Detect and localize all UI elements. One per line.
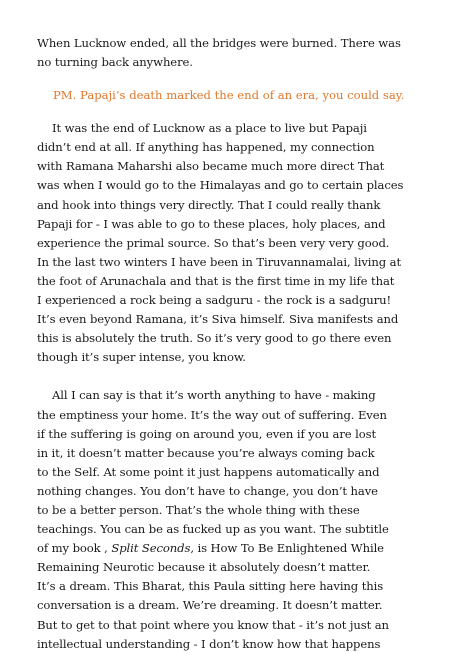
text-line: to the Self. At some point it just happens automatically and — [37, 464, 380, 479]
text-line: nothing changes. You don’t have to change, you don’t have — [37, 483, 378, 498]
text-fragment: of my book , — [37, 541, 112, 556]
text-line: and hook into things very directly. That I could really thank — [37, 197, 381, 212]
text-line: the foot of Arunachala and that is the first time in my life that — [37, 273, 395, 288]
text-line: if the suffering is going on around you, even if you are lost — [37, 426, 377, 441]
text-line: the emptiness your home. It’s the way out of suffering. Even — [37, 407, 387, 422]
book-title: Split Seconds — [111, 541, 191, 556]
text-line: I experienced a rock being a sadguru - the rock is a sadguru! — [37, 293, 392, 308]
text-line: Papaji for - I was able to go to these places, holy places, and — [37, 216, 386, 231]
paragraph-1 — [37, 34, 421, 72]
paragraph-gap — [37, 367, 421, 386]
paragraph-2 — [37, 119, 421, 367]
text-line: But to get to that point where you know that - it’s not just an — [37, 617, 389, 632]
text-line: no turning back anywhere. — [37, 55, 193, 70]
text-line: this is absolutely the truth. So it’s very good to go there even — [37, 331, 392, 346]
text-line: It was the end of Lucknow as a place to live but Papaji — [52, 121, 367, 136]
text-line: was when I would go to the Himalayas and go to certain places — [37, 178, 404, 193]
text-line: All I can say is that it’s worth anything to have - making — [52, 388, 376, 403]
text-line: In the last two winters I have been in Tiruvannamalai, living at — [37, 254, 402, 269]
text-line: When Lucknow ended, all the bridges were burned. There was — [37, 36, 401, 50]
interview-question: PM. Papaji’s death marked the end of an era, you could say. — [53, 88, 405, 103]
text-line: teachings. You can be as fucked up as you want. The subtitle — [37, 522, 389, 537]
paragraph-3 — [37, 386, 421, 653]
text-line: conversation is a dream. We’re dreaming. It doesn’t matter. — [37, 598, 383, 613]
text-line: to be a better person. That’s the whole thing with these — [37, 502, 360, 517]
text-line: Remaining Neurotic because it absolutely doesn’t matter. — [37, 560, 371, 575]
text-line: with Ramana Maharshi also became much more direct That — [37, 159, 385, 174]
text-fragment: , is How To Be Enlightened While — [190, 541, 384, 556]
text-line: experience the primal source. So that’s been very very good. — [37, 235, 390, 250]
text-line: didn’t end at all. If anything has happened, my connection — [37, 140, 375, 155]
text-line: though it’s super intense, you know. — [37, 350, 246, 365]
text-line: intellectual understanding - I don’t know how that happens — [37, 636, 381, 651]
text-line: in it, it doesn’t matter because you’re always coming back — [37, 445, 375, 460]
text-line: It’s even beyond Ramana, it’s Siva himself. Siva manifests and — [37, 312, 399, 327]
text-line — [37, 539, 421, 558]
text-line: It’s a dream. This Bharat, this Paula sitting here having this — [37, 579, 384, 594]
